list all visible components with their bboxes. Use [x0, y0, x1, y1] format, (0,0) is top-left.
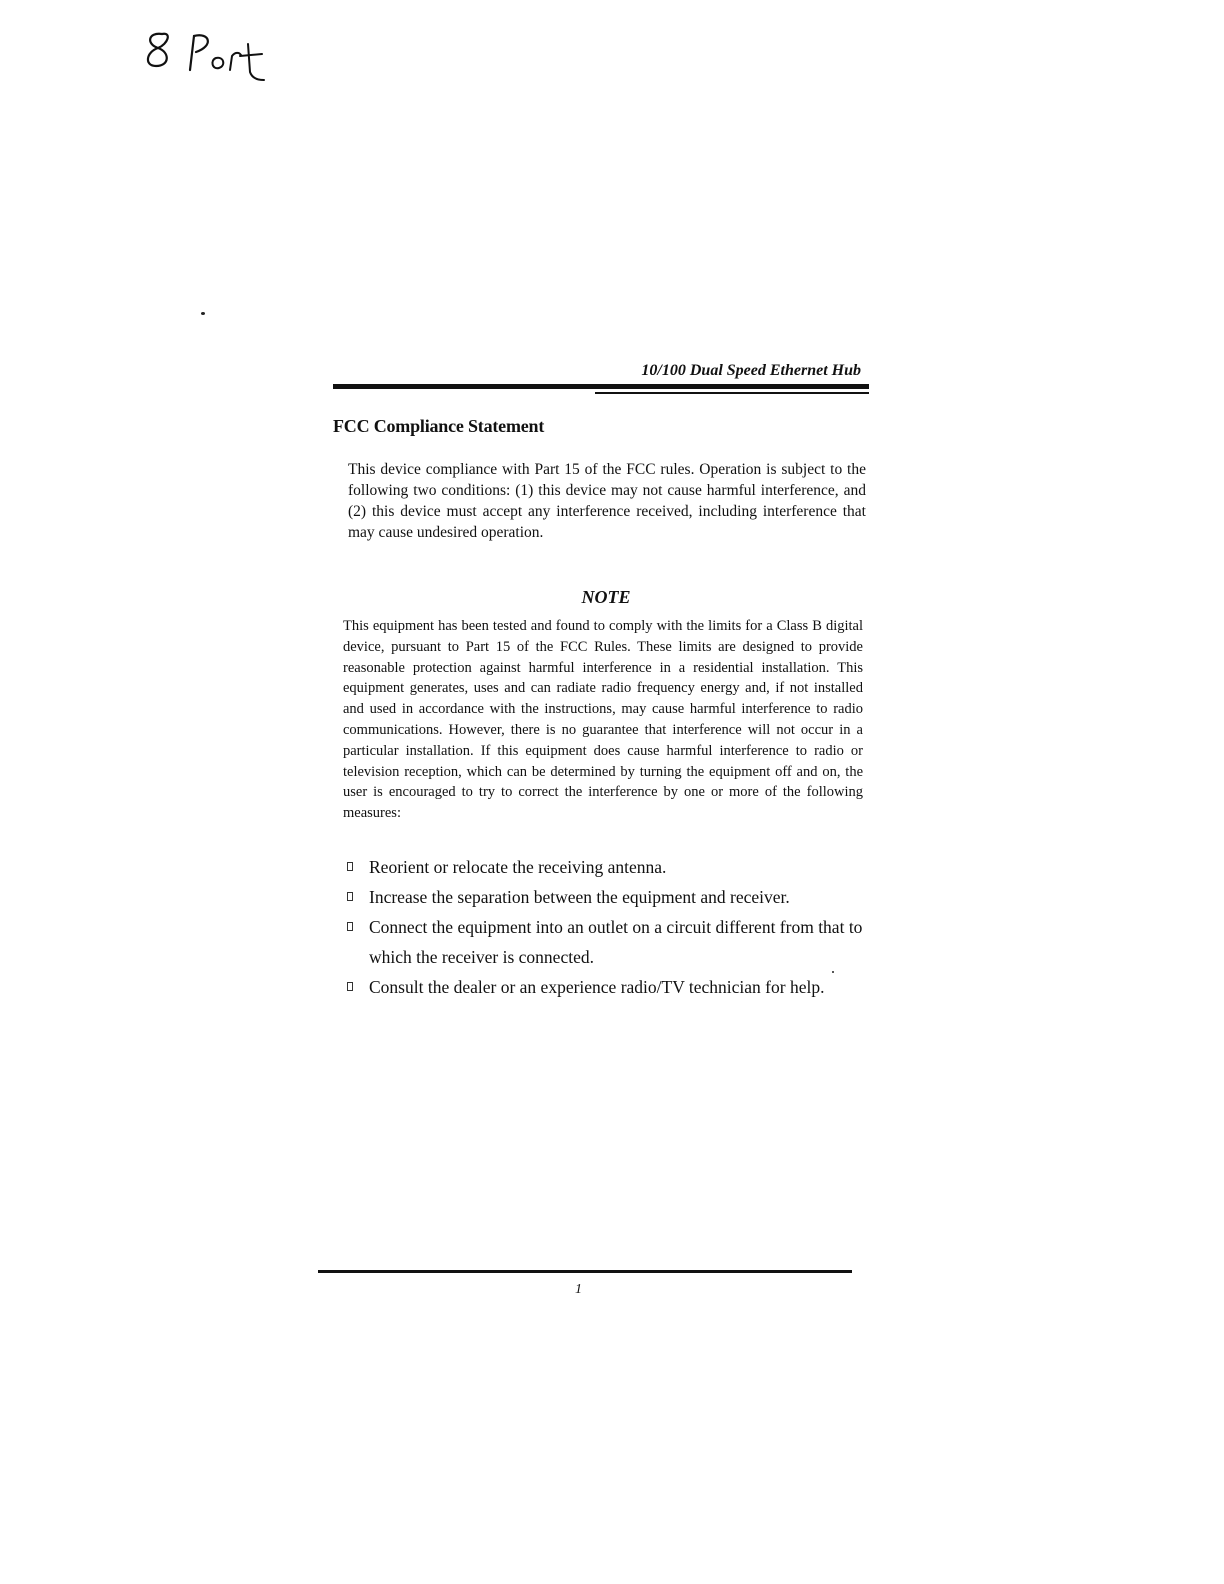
header-rule-thick — [333, 384, 869, 389]
checkbox-bullet-icon — [347, 862, 353, 871]
section-title: FCC Compliance Statement — [333, 416, 545, 436]
list-item-text: Connect the equipment into an outlet on a circuit different from that to which the receiver is connected. — [369, 916, 863, 967]
scan-speck — [201, 312, 205, 315]
measures-list — [341, 852, 869, 1002]
handwritten-note — [140, 22, 280, 92]
running-header: 10/100 Dual Speed Ethernet Hub — [641, 362, 861, 379]
checkbox-bullet-icon — [347, 922, 353, 931]
list-item — [341, 912, 869, 972]
list-item — [341, 972, 869, 1002]
compliance-paragraph: This device compliance with Part 15 of the FCC rules. Operation is subject to the following two conditions: (1) this device may not cause harmful interference, and (2) this device must accept any interference received, including interference that may cause undesired operation. — [348, 461, 866, 541]
list-item — [341, 852, 869, 882]
list-item — [341, 882, 869, 912]
document-page — [333, 360, 869, 1002]
list-item-text: Consult the dealer or an experience radio/TV technician for help. — [369, 976, 825, 997]
list-item-text: Increase the separation between the equipment and receiver. — [369, 886, 790, 907]
checkbox-bullet-icon — [347, 982, 353, 991]
note-paragraph: This equipment has been tested and found to comply with the limits for a Class B digital device, pursuant to Part 15 of the FCC Rules. These limits are designed to provide reasonable protection against harmful interference in a residential installation. This equipment generates, uses and can radiate radio frequency energy and, if not installed and used in accordance with the instructions, may cause harmful interference to radio communications. However, there is no guarantee that interference will not occur in a particular installation. If this equipment does cause harmful interference to radio or television reception, which can be determined by turning the equipment off and on, the user is encouraged to try to correct the interference by one or more of the following measures: — [343, 618, 863, 822]
checkbox-bullet-icon — [347, 892, 353, 901]
footer-rule — [318, 1270, 852, 1273]
note-heading: NOTE — [581, 587, 631, 607]
page-number: 1 — [575, 1282, 582, 1297]
list-item-text: Reorient or relocate the receiving antenna. — [369, 856, 667, 877]
header-rule-thin — [595, 392, 869, 394]
